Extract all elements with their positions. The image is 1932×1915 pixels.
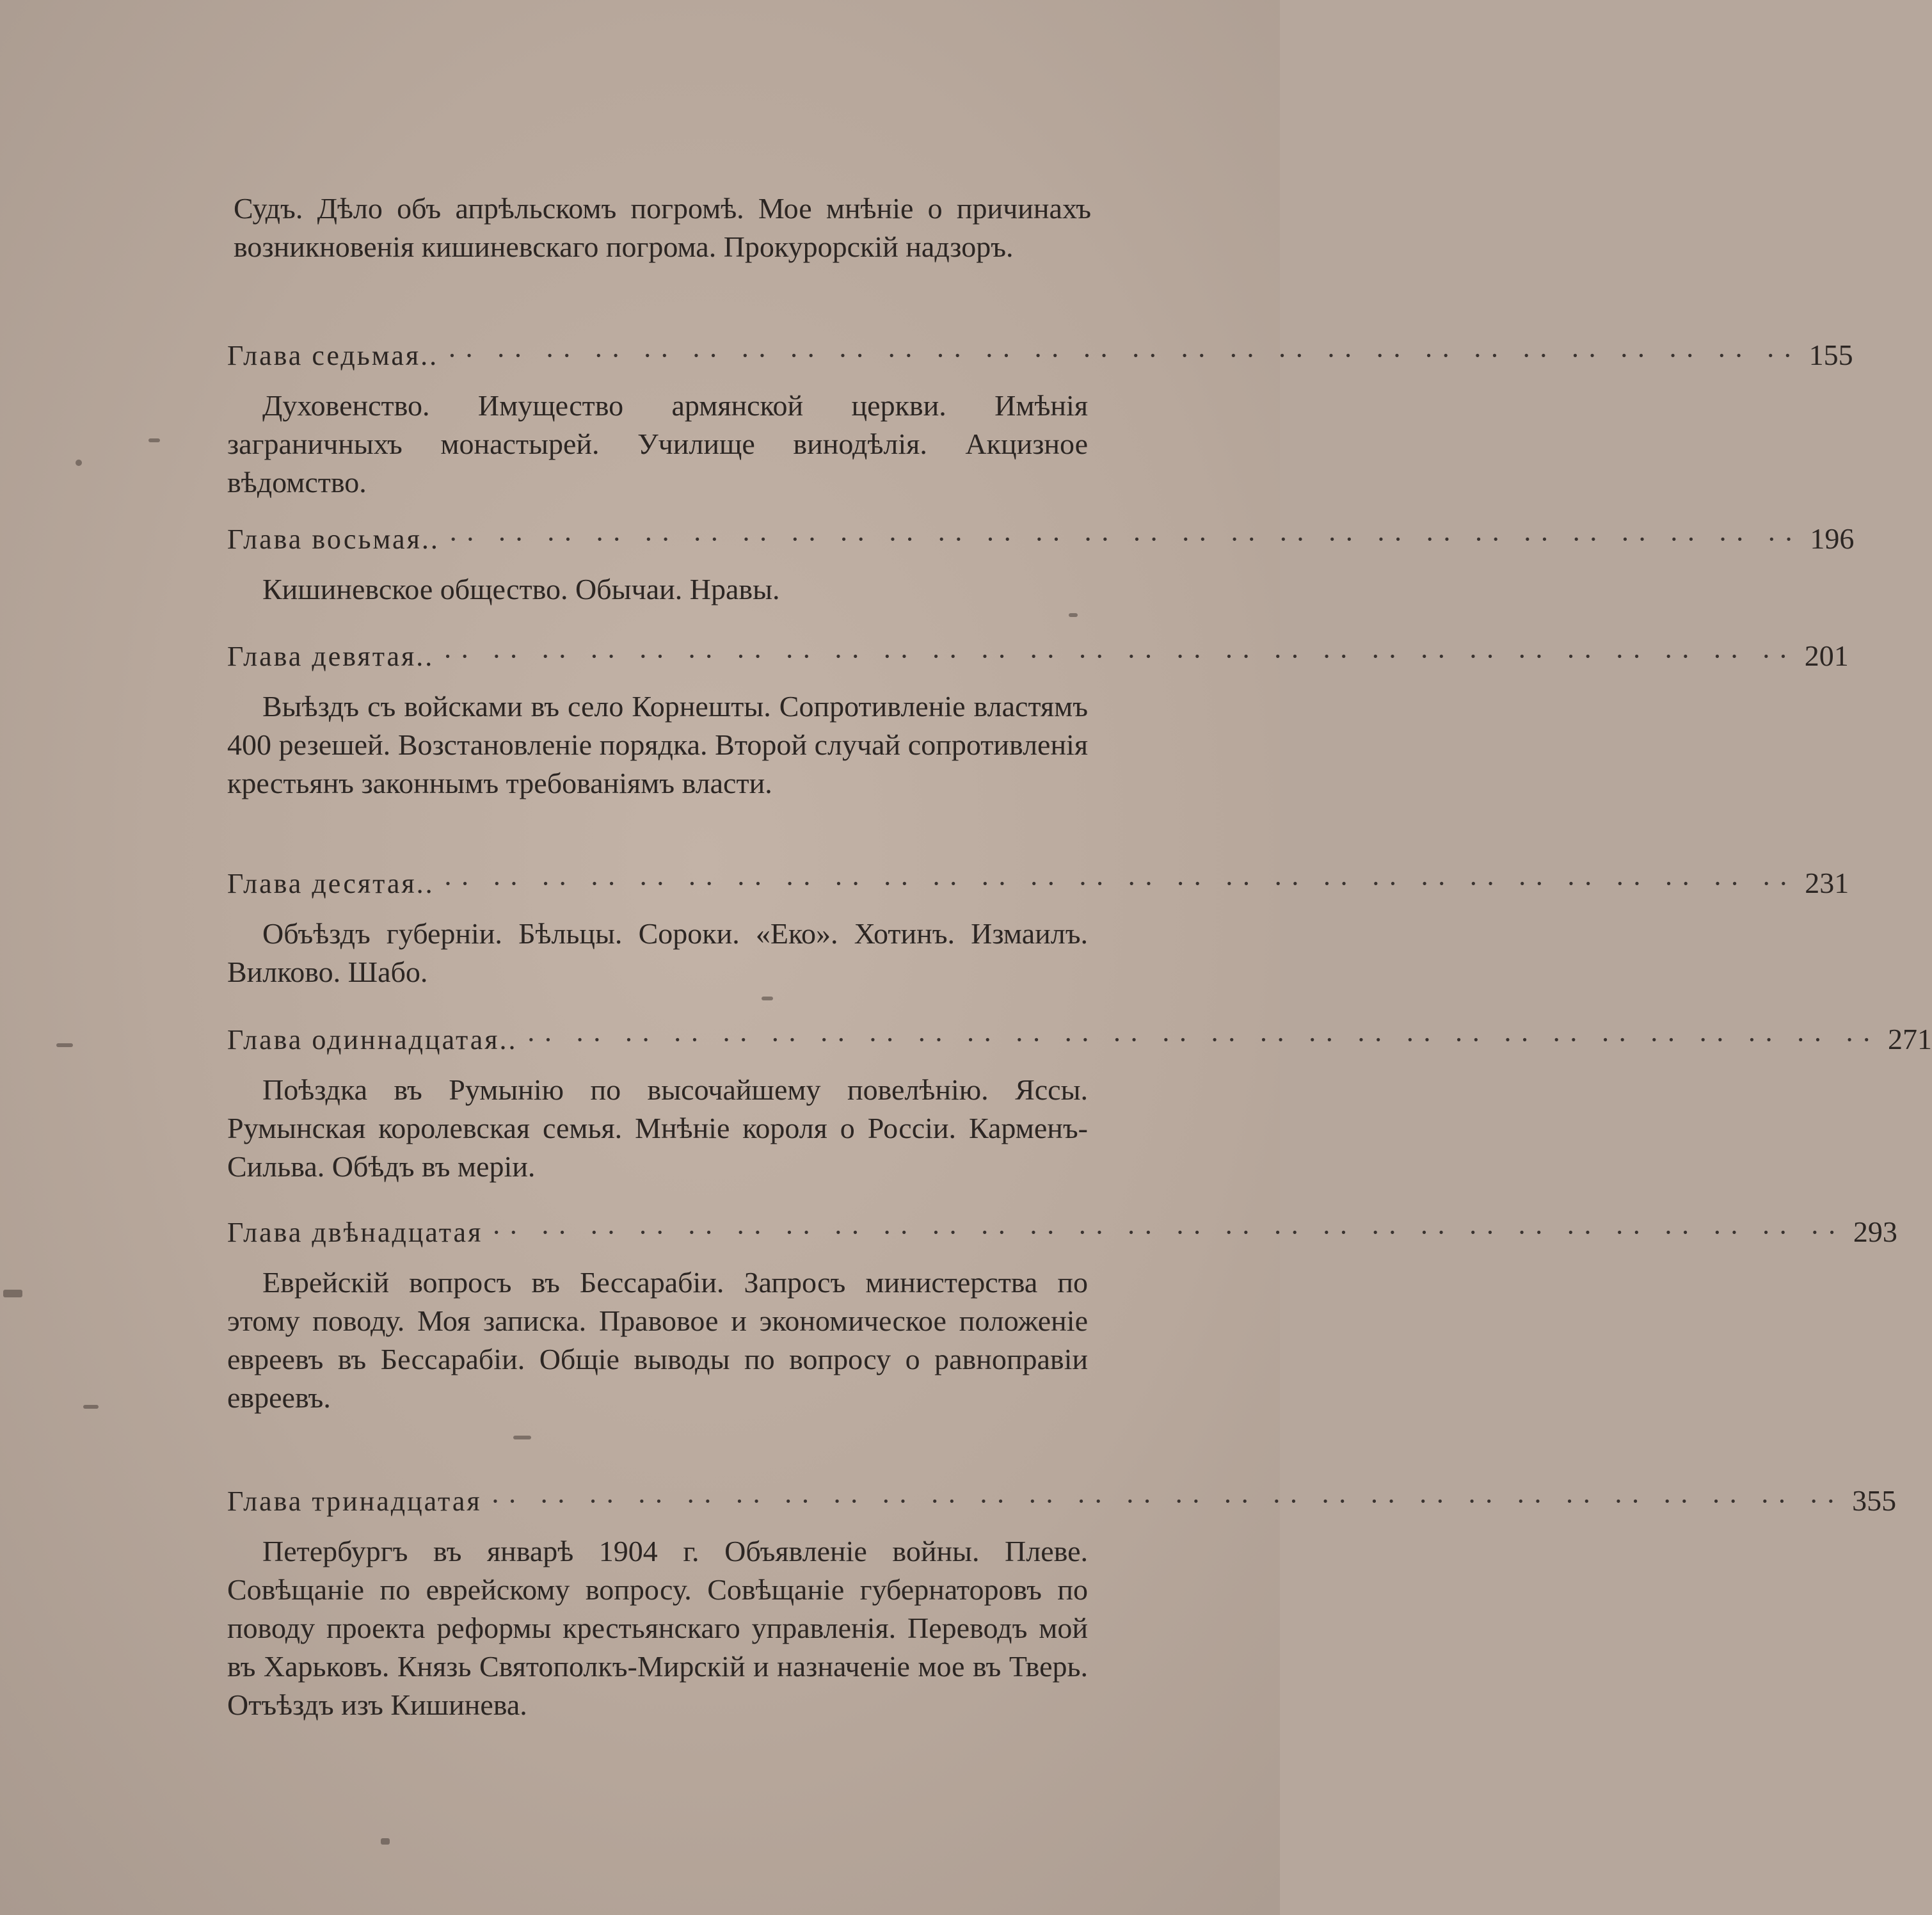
toc-entry-heading	[227, 1482, 1897, 1521]
toc-entry-chapter-9	[227, 637, 1849, 803]
paper-speck	[1069, 613, 1078, 617]
page-number: 201	[1804, 639, 1849, 672]
dot-leader: ·· ·· ·· ·· ·· ·· ·· ·· ·· ·· ·· ·· ·· ·· ·· ·· ·· ·· ·· ·· ·· ·· ·· ·· ·· ·· ·· ··	[447, 340, 1800, 371]
dot-leader: ·· ·· ·· ·· ·· ·· ·· ·· ·· ·· ·· ·· ·· ·· ·· ·· ·· ·· ·· ·· ·· ·· ·· ·· ·· ·· ·· ··	[443, 641, 1796, 672]
page-number: 293	[1853, 1215, 1897, 1248]
chapter-title: Глава одиннадцатая..	[227, 1024, 518, 1055]
chapter-summary: Объѣздъ губерніи. Бѣльцы. Сороки. «Еко». Хотинъ. Измаилъ. Вилково. Шабо.	[227, 917, 1088, 988]
paper-speck	[762, 997, 773, 1000]
toc-entry-chapter-11	[227, 1020, 1932, 1186]
toc-entry-chapter-12	[227, 1213, 1897, 1417]
paper-speck	[148, 438, 160, 442]
chapter-title: Глава восьмая..	[227, 524, 440, 555]
toc-entry-chapter-10	[227, 864, 1849, 991]
paper-speck	[76, 460, 82, 466]
chapter-summary: Поѣздка въ Румынію по высочайшему повелѣнію. Яссы. Румынская королевская семья. Мнѣніе короля о Россіи. Карменъ-Сильва. Обѣдъ въ меріи.	[227, 1073, 1088, 1183]
chapter-title: Глава девятая..	[227, 641, 435, 672]
paper-speck	[381, 1838, 390, 1845]
page-number: 231	[1805, 867, 1849, 899]
toc-entry-heading	[227, 520, 1855, 559]
paper-speck	[83, 1405, 99, 1409]
paper-speck	[56, 1043, 73, 1047]
page-number: 271	[1888, 1023, 1932, 1055]
dot-leader: ·· ·· ·· ·· ·· ·· ·· ·· ·· ·· ·· ·· ·· ·· ·· ·· ·· ·· ·· ·· ·· ·· ·· ·· ·· ·· ·· ··	[490, 1486, 1844, 1517]
toc-entry-heading	[227, 1020, 1932, 1059]
toc-entry-heading	[227, 637, 1849, 676]
toc-entry-heading	[227, 336, 1853, 375]
page-number: 355	[1852, 1484, 1897, 1517]
dot-leader: ·· ·· ·· ·· ·· ·· ·· ·· ·· ·· ·· ·· ·· ·· ·· ·· ·· ·· ·· ·· ·· ·· ·· ·· ·· ·· ·· ··	[491, 1217, 1844, 1248]
page-number: 196	[1810, 522, 1855, 555]
dot-leader: ·· ·· ·· ·· ·· ·· ·· ·· ·· ·· ·· ·· ·· ·· ·· ·· ·· ·· ·· ·· ·· ·· ·· ·· ·· ·· ·· ··	[443, 868, 1796, 899]
chapter-summary: Петербургъ въ январѣ 1904 г. Объявленіе войны. Плеве. Совѣщаніе по еврейскому вопросу. Совѣщаніе губернаторовъ по поводу проекта реформы крестьянскаго управленія. Переводъ мой въ Харьковъ. Князь Святополкъ-Мирскій и назначеніе мое въ Тверь. Отъѣздъ изъ Кишинева.	[227, 1535, 1088, 1721]
toc-entry-chapter-7	[227, 336, 1853, 502]
chapter-title: Глава тринадцатая	[227, 1486, 482, 1517]
dot-leader: ·· ·· ·· ·· ·· ·· ·· ·· ·· ·· ·· ·· ·· ·· ·· ·· ·· ·· ·· ·· ·· ·· ·· ·· ·· ·· ·· ··	[448, 524, 1801, 555]
toc-entry-chapter-13	[227, 1482, 1897, 1724]
paper-speck	[513, 1436, 531, 1439]
dot-leader: ·· ·· ·· ·· ·· ·· ·· ·· ·· ·· ·· ·· ·· ·· ·· ·· ·· ·· ·· ·· ·· ·· ·· ·· ·· ·· ·· ··	[526, 1024, 1880, 1055]
page-number: 155	[1808, 339, 1853, 371]
toc-entry-heading	[227, 864, 1849, 903]
toc-entry-heading	[227, 1213, 1897, 1252]
chapter-summary: Духовенство. Имущество армянской церкви. Имѣнія заграничныхъ монастырей. Училище винодѣлія. Акцизное вѣдомство.	[227, 389, 1088, 499]
chapter-summary: Кишиневское общество. Обычаи. Нравы.	[262, 573, 780, 605]
chapter-title: Глава двѣнадцатая	[227, 1217, 483, 1248]
chapter-title: Глава десятая..	[227, 868, 435, 899]
chapter-summary: Выѣздъ съ войсками въ село Корнешты. Сопротивленіе властямъ 400 резешей. Возстановленіе порядка. Второй случай сопротивленія крестьянъ законнымъ требованіямъ власти.	[227, 690, 1088, 799]
toc-entry-chapter-8	[227, 520, 1855, 609]
paper-speck	[3, 1290, 22, 1297]
chapter-summary: Еврейскій вопросъ въ Бессарабіи. Запросъ министерства по этому поводу. Моя записка. Правовое и экономическое положеніе евреевъ въ Бессарабіи. Общіе выводы по вопросу о равноправіи евреевъ.	[227, 1266, 1088, 1414]
chapter-title: Глава седьмая..	[227, 340, 439, 371]
chapter-six-continuation: Судъ. Дѣло объ апрѣльскомъ погромѣ. Мое мнѣніе о причинахъ возникновенія кишиневскаго погрома. Прокурорскій надзоръ.	[234, 192, 1091, 263]
